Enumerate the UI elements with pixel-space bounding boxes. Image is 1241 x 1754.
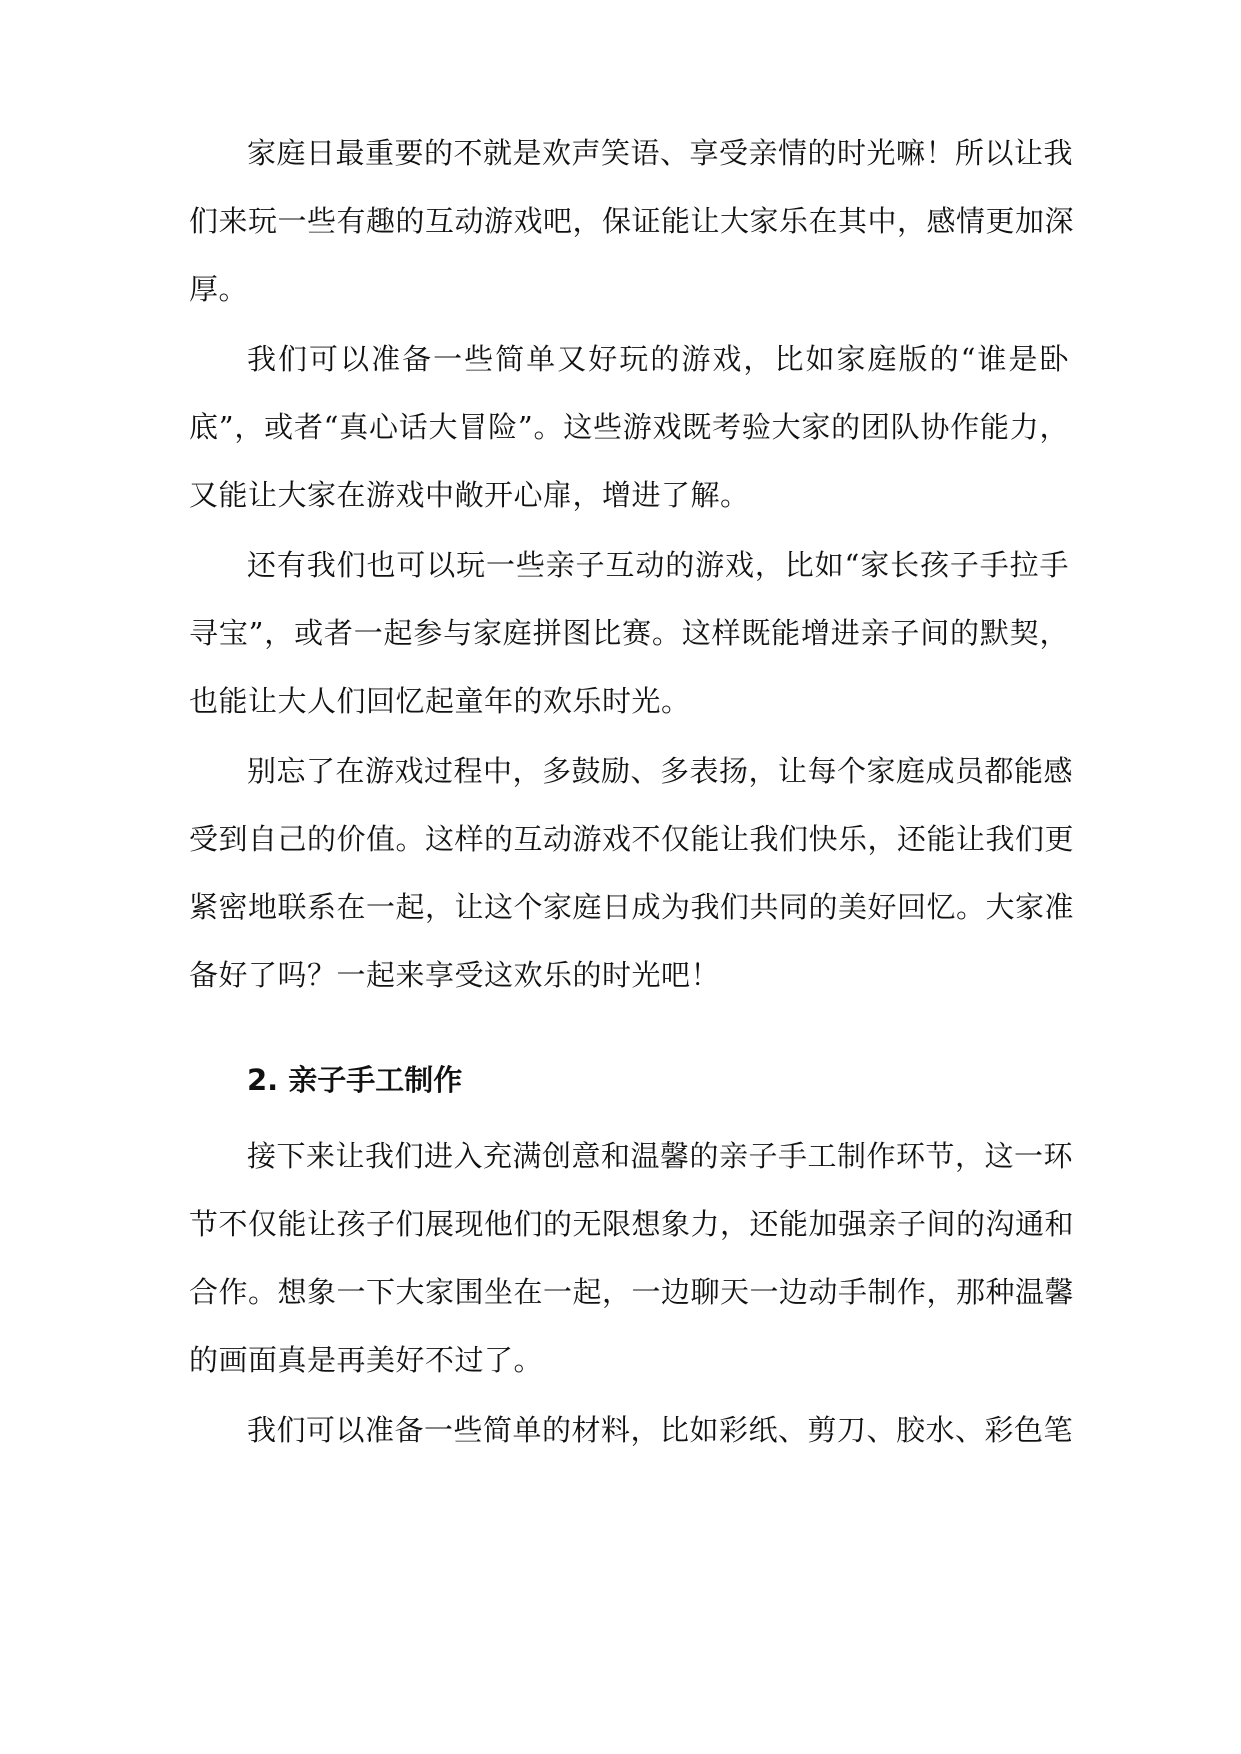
section-paragraph-1-line-4: 的画面真是再美好不过了。 [189, 1343, 544, 1377]
paragraph-1-line-3: 厚。 [189, 272, 249, 306]
section-paragraph-1-line-2: 节不仅能让孩子们展现他们的无限想象力，还能加强亲子间的沟通和 [189, 1207, 1075, 1241]
paragraph-3-line-1: 还有我们也可以玩一些亲子互动的游戏，比如“家长孩子手拉手 [247, 548, 1069, 582]
paragraph-2-line-2: 底”，或者“真心话大冒险”。这些游戏既考验大家的团队协作能力， [189, 410, 1069, 444]
paragraph-1-line-1: 家庭日最重要的不就是欢声笑语、享受亲情的时光嘛！所以让我 [247, 136, 1074, 170]
paragraph-3-line-2: 寻宝”，或者一起参与家庭拼图比赛。这样既能增进亲子间的默契， [189, 616, 1069, 650]
paragraph-4-line-1: 别忘了在游戏过程中，多鼓励、多表扬，让每个家庭成员都能感 [247, 754, 1074, 788]
paragraph-4-line-3: 紧密地联系在一起，让这个家庭日成为我们共同的美好回忆。大家准 [189, 890, 1075, 924]
paragraph-2-line-1: 我们可以准备一些简单又好玩的游戏，比如家庭版的“谁是卧 [247, 342, 1069, 376]
section-heading: 2. 亲子手工制作 [247, 1063, 463, 1097]
paragraph-2-line-3: 又能让大家在游戏中敞开心扉，增进了解。 [189, 478, 750, 512]
paragraph-3-line-3: 也能让大人们回忆起童年的欢乐时光。 [189, 684, 691, 718]
section-paragraph-1-line-3: 合作。想象一下大家围坐在一起，一边聊天一边动手制作，那种温馨 [189, 1275, 1075, 1309]
paragraph-1-line-2: 们来玩一些有趣的互动游戏吧，保证能让大家乐在其中，感情更加深 [189, 204, 1075, 238]
section-paragraph-1-line-1: 接下来让我们进入充满创意和温馨的亲子手工制作环节，这一环 [247, 1139, 1074, 1173]
paragraph-4-line-2: 受到自己的价值。这样的互动游戏不仅能让我们快乐，还能让我们更 [189, 822, 1075, 856]
paragraph-4-line-4: 备好了吗？一起来享受这欢乐的时光吧！ [189, 958, 721, 992]
section-paragraph-2-line-1: 我们可以准备一些简单的材料，比如彩纸、剪刀、胶水、彩色笔 [247, 1413, 1074, 1447]
